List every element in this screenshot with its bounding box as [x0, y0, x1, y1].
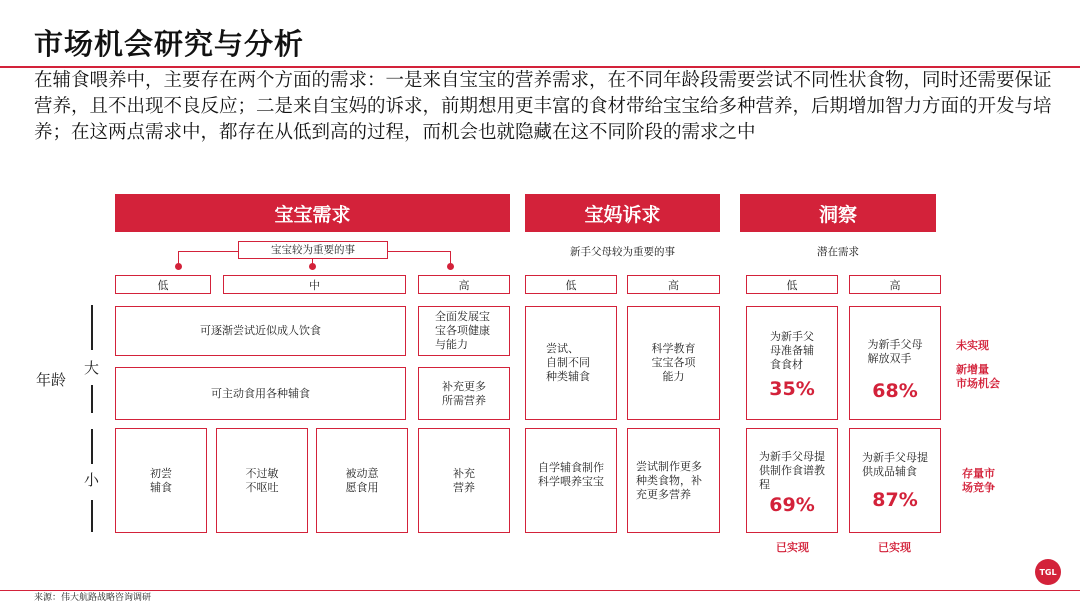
baby-need-box: 可主动食用各种辅食: [115, 367, 406, 420]
insight-percent: 87%: [872, 488, 918, 511]
age-axis-line: [91, 385, 93, 413]
page-title: 市场机会研究与分析: [34, 27, 305, 61]
unrealized-label: 未实现: [956, 339, 989, 352]
intro-paragraph: 在辅食喂养中，主要存在两个方面的需求：一是来自宝宝的营养需求，在不同年龄段需要尝试不同性状食物，同时还需要保证营养，且不出现不良反应；二是来自宝妈的诉求，前期想用更丰富的食材带给宝宝给多种营养，后期增加智力方面的开发与培养；在这两点需求中，都存在从低到高的过程，而机会也就隐藏在这不同阶段的需求之中: [34, 70, 1052, 143]
mom-demand-box: 尝试、 自制不同 种类辅食: [525, 306, 617, 420]
insight-percent: 69%: [769, 493, 815, 516]
baby-need-box: 补充更多 所需营养: [418, 367, 510, 420]
header-mom-demands: 宝妈诉求: [525, 194, 720, 232]
insight-percent: 68%: [872, 380, 918, 402]
baby-need-box: 补充 营养: [418, 428, 510, 533]
connector-dot: [175, 263, 182, 270]
level-high: 高: [849, 275, 941, 294]
age-axis-line: [91, 429, 93, 464]
age-axis-line: [91, 500, 93, 532]
achieved-label: 已实现: [776, 541, 809, 554]
connector-dot: [447, 263, 454, 270]
stock-market-label: 存量市 场竞争: [962, 467, 995, 494]
insight-box: 为新手父母 解放双手 68%: [849, 306, 941, 420]
mom-demand-box: 科学教育 宝宝各项 能力: [627, 306, 720, 420]
level-mid: 中: [223, 275, 406, 294]
baby-need-box: 被动意 愿食用: [316, 428, 408, 533]
insight-box: 为新手父母提 供成品辅食 87%: [849, 428, 941, 533]
subhead-mom: 新手父母较为重要的事: [570, 245, 675, 258]
connector-line: [388, 251, 450, 252]
tgl-logo: TGL: [1035, 559, 1061, 585]
source-note: 来源：伟大航路战略咨询调研: [34, 593, 152, 603]
mom-demand-box: 尝试制作更多 种类食物，补 充更多营养: [627, 428, 720, 533]
age-axis-line: [91, 305, 93, 350]
footer-divider: [0, 590, 1080, 591]
connector-line: [178, 251, 238, 252]
achieved-label: 已实现: [878, 541, 911, 554]
baby-need-box: 初尝 辅食: [115, 428, 207, 533]
mom-demand-box: 自学辅食制作 科学喂养宝宝: [525, 428, 617, 533]
age-label: 年龄: [36, 371, 67, 389]
baby-need-box: 全面发展宝 宝各项健康 与能力: [418, 306, 510, 356]
header-insight: 洞察: [740, 194, 936, 232]
insight-box: 为新手父 母准备辅 食食材 35%: [746, 306, 838, 420]
insight-box: 为新手父母提 供制作食谱教 程 69%: [746, 428, 838, 533]
level-low: 低: [525, 275, 617, 294]
subhead-baby: 宝宝较为重要的事: [238, 241, 388, 259]
level-low: 低: [746, 275, 838, 294]
subhead-insight: 潜在需求: [817, 245, 859, 258]
level-high: 高: [627, 275, 720, 294]
connector-dot: [309, 263, 316, 270]
header-baby-needs: 宝宝需求: [115, 194, 510, 232]
baby-need-box: 可逐渐尝试近似成人饮食: [115, 306, 406, 356]
level-high: 高: [418, 275, 510, 294]
insight-percent: 35%: [769, 378, 815, 400]
baby-need-box: 不过敏 不呕吐: [216, 428, 308, 533]
new-market-label: 新增量 市场机会: [956, 363, 1000, 390]
age-small-label: 小: [84, 471, 100, 489]
level-low: 低: [115, 275, 211, 294]
age-big-label: 大: [84, 359, 100, 377]
